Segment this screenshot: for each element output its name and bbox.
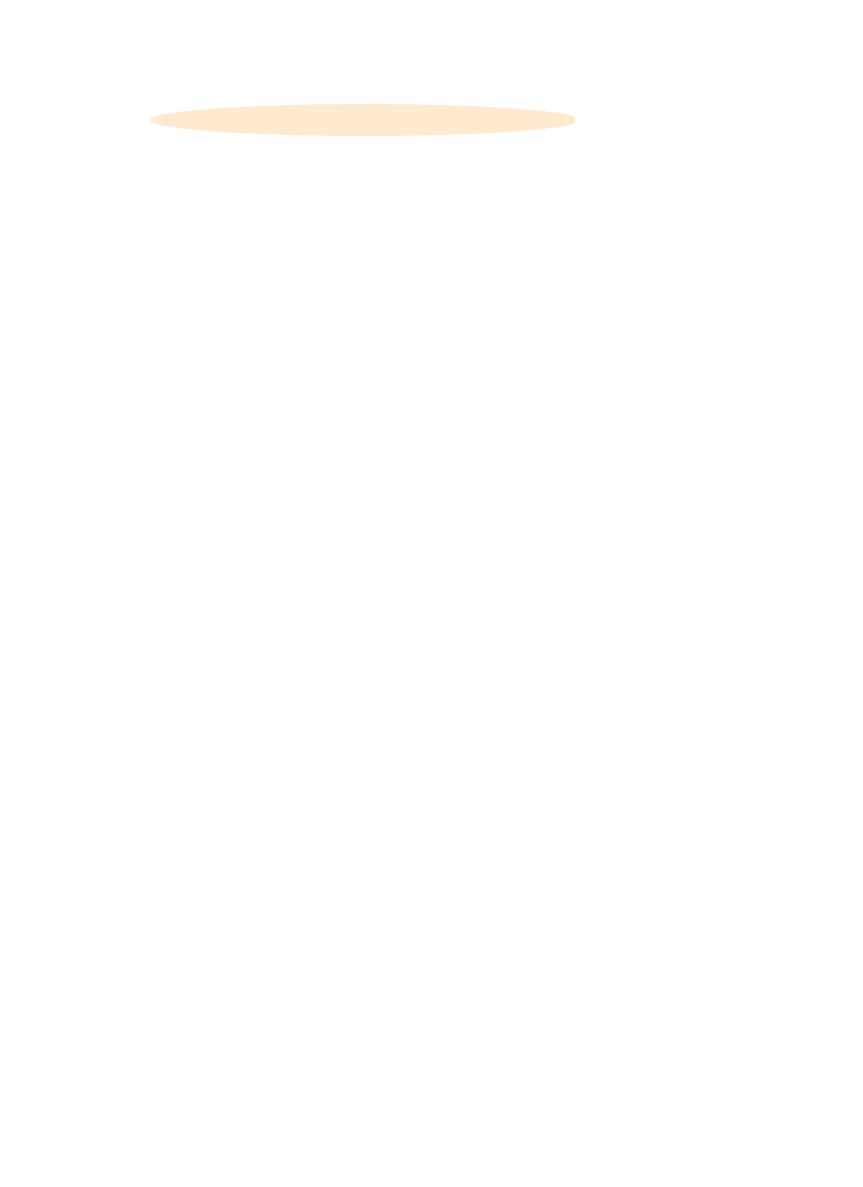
banner-logo-art	[125, 20, 575, 150]
banner-logo	[125, 20, 575, 150]
document-body	[0, 148, 863, 173]
section-title	[0, 149, 863, 173]
